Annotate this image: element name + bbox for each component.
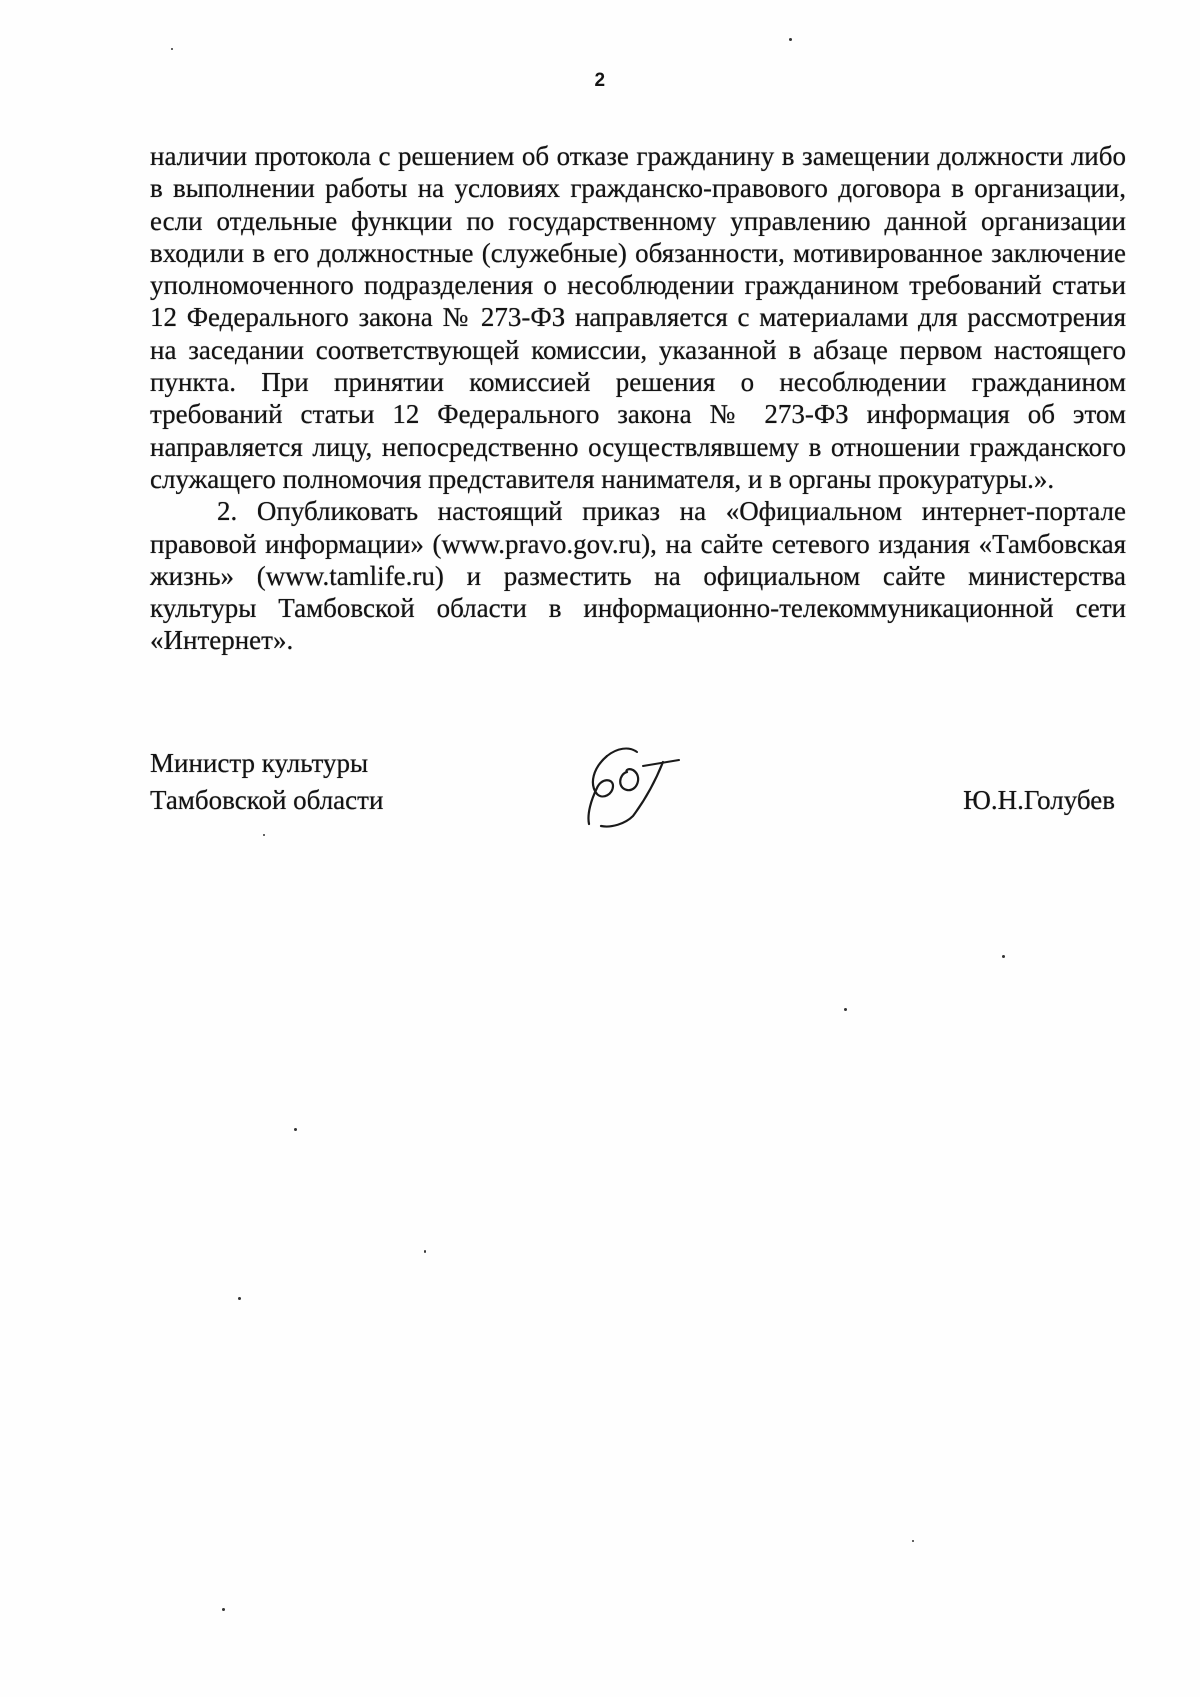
paragraph-item-2: 2. Опубликовать настоящий приказ на «Официальном интернет-портале правовой информации» (www.pravo.gov.ru), на сайте сетевого издания «Тамбовская жизнь» (www.tamlife.ru) и разместить на официальном сайте министерства культуры Тамбовской области в информационно-телекоммуникационной сети «Интернет».	[150, 496, 1126, 656]
page-number: 2	[594, 70, 606, 91]
scan-speck	[844, 1008, 847, 1011]
document-body	[150, 140, 1126, 657]
scan-speck	[912, 1540, 914, 1542]
scan-speck	[171, 48, 173, 50]
scan-speck	[294, 1128, 297, 1131]
scan-speck	[424, 1250, 426, 1253]
paragraph-continuation: наличии протокола с решением об отказе гражданину в замещении должности либо в выполнении работы на условиях гражданско-правового договора в организации, если отдельные функции по государственному управлению данной организации входили в его должностные (служебные) обязанности, мотивированное заключение уполномоченного подразделения о несоблюдении гражданином требований статьи 12 Федерального закона № 273-ФЗ направляется с материалами для рассмотрения на заседании соответствующей комиссии, указанной в абзаце первом настоящего пункта. При принятии комиссией решения о несоблюдении гражданином требований статьи 12 Федерального закона № 273-ФЗ информация об этом направляется лицу, непосредственно осуществлявшему в отношении гражданского служащего полномочия представителя нанимателя, и в органы прокуратуры.».	[150, 141, 1126, 494]
scan-speck	[238, 1297, 241, 1300]
signature-block	[0, 745, 1200, 865]
scan-speck	[1002, 955, 1005, 958]
scan-speck	[222, 1608, 225, 1611]
handwritten-signature	[583, 736, 693, 831]
signer-title-line-2: Тамбовской области	[150, 785, 384, 815]
scan-speck	[789, 38, 792, 41]
signer-title	[150, 745, 383, 819]
signer-name: Ю.Н.Голубев	[963, 785, 1115, 815]
signer-title-line-1: Министр культуры	[150, 748, 369, 778]
